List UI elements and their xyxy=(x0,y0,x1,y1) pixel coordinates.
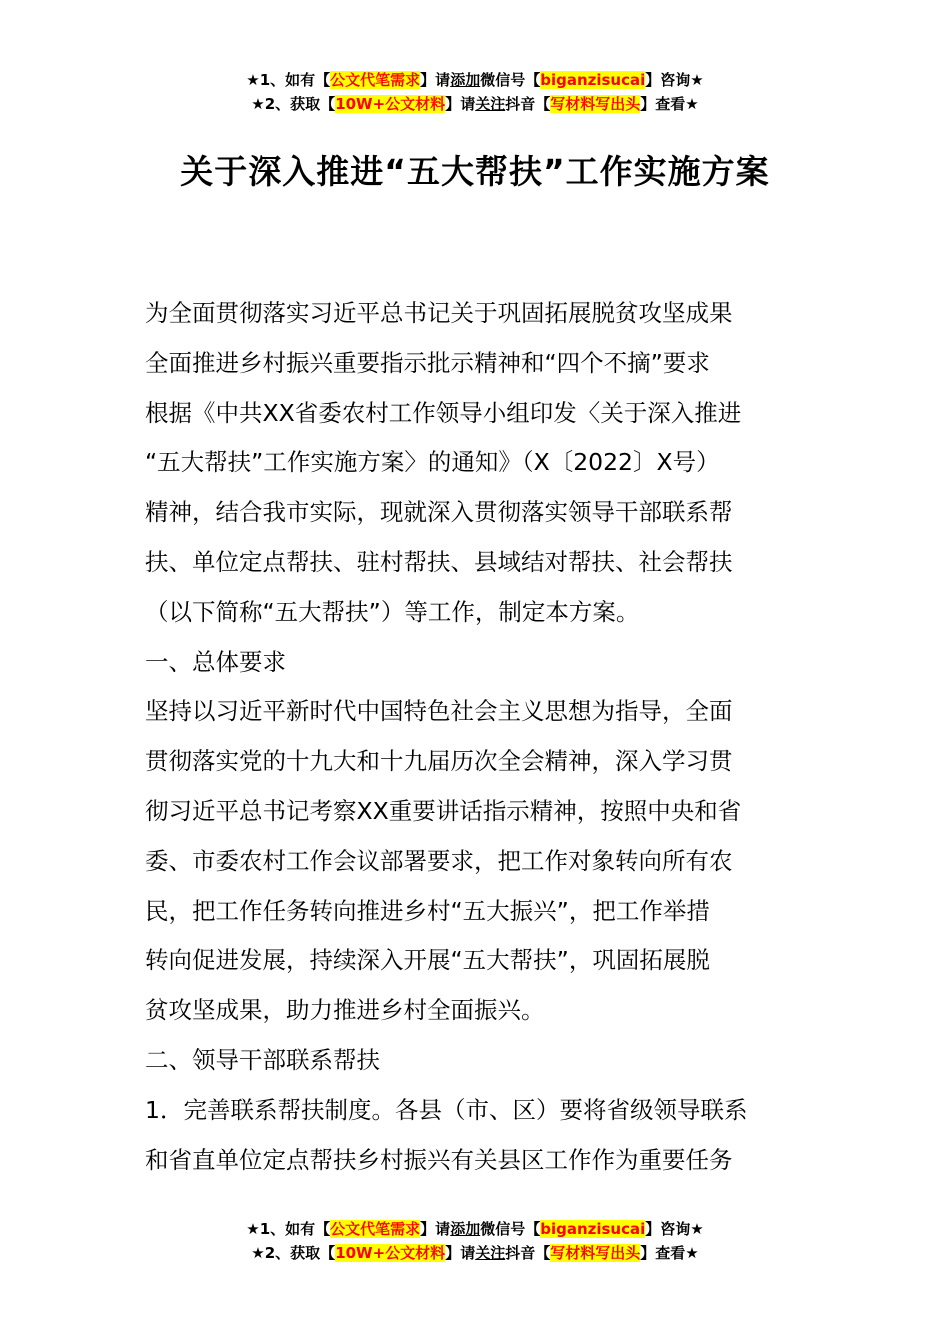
highlight-wechat-id: biganzisucai xyxy=(540,1220,646,1238)
highlight-wechat-id: biganzisucai xyxy=(540,71,646,89)
body-line: 贫攻坚成果，助力推进乡村全面振兴。 xyxy=(145,996,545,1025)
banner-line-2: ★2、获取【10W+公文材料】请关注抖音【写材料写出头】查看★ xyxy=(251,1244,699,1262)
body-line: 精神，结合我市实际，现就深入贯彻落实领导干部联系帮 xyxy=(145,498,733,527)
body-line: 委、市委农村工作会议部署要求，把工作对象转向所有农 xyxy=(145,846,733,875)
body-line: 民，把工作任务转向推进乡村“五大振兴”，把工作举措 xyxy=(145,896,710,925)
body-line: 扶、单位定点帮扶、驻村帮扶、县域结对帮扶、社会帮扶 xyxy=(145,547,733,576)
highlight-douyin-id: 写材料写出头 xyxy=(550,95,641,113)
highlight-materials: 10W+公文材料 xyxy=(335,1244,446,1262)
body-line: （以下简称“五大帮扶”）等工作，制定本方案。 xyxy=(145,597,640,626)
body-line: 1．完善联系帮扶制度。各县（市、区）要将省级领导联系 xyxy=(145,1095,748,1124)
body-line: 根据《中共XX省委农村工作领导小组印发〈关于深入推进 xyxy=(145,398,742,427)
banner-line-1: ★1、如有【公文代笔需求】请添加微信号【biganzisucai】咨询★ xyxy=(246,71,704,89)
header-banner xyxy=(0,68,950,116)
section-heading-2: 二、领导干部联系帮扶 xyxy=(145,1045,380,1074)
body-line: 彻习近平总书记考察XX重要讲话指示精神，按照中央和省 xyxy=(145,796,742,825)
highlight-materials: 10W+公文材料 xyxy=(335,95,446,113)
document-title: 关于深入推进“五大帮扶”工作实施方案 xyxy=(180,152,770,191)
section-heading-1: 一、总体要求 xyxy=(145,647,286,676)
body-line: 和省直单位定点帮扶乡村振兴有关县区工作作为重要任务 xyxy=(145,1145,733,1174)
body-line: “五大帮扶”工作实施方案〉的通知》（X〔2022〕X号） xyxy=(145,448,720,477)
highlight-service: 公文代笔需求 xyxy=(330,71,421,89)
document-body xyxy=(145,289,810,1185)
footer-banner xyxy=(0,1217,950,1265)
body-line: 贯彻落实党的十九大和十九届历次全会精神，深入学习贯 xyxy=(145,747,733,776)
highlight-douyin-id: 写材料写出头 xyxy=(550,1244,641,1262)
highlight-service: 公文代笔需求 xyxy=(330,1220,421,1238)
body-line: 全面推进乡村振兴重要指示批示精神和“四个不摘”要求 xyxy=(145,348,710,377)
body-line: 坚持以习近平新时代中国特色社会主义思想为指导，全面 xyxy=(145,697,733,726)
banner-line-1: ★1、如有【公文代笔需求】请添加微信号【biganzisucai】咨询★ xyxy=(246,1220,704,1238)
body-line: 转向促进发展，持续深入开展“五大帮扶”，巩固拓展脱 xyxy=(145,946,710,975)
banner-line-2: ★2、获取【10W+公文材料】请关注抖音【写材料写出头】查看★ xyxy=(251,95,699,113)
body-line: 为全面贯彻落实习近平总书记关于巩固拓展脱贫攻坚成果 xyxy=(145,299,733,327)
